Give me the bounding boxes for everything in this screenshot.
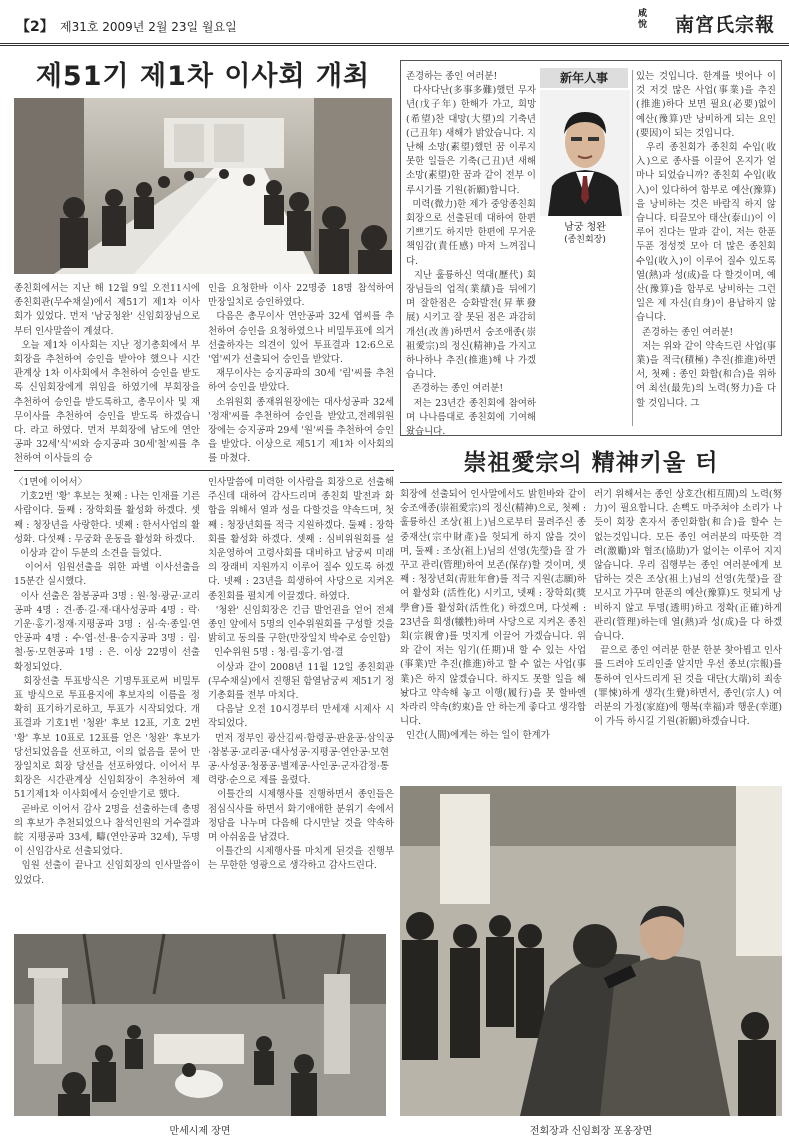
meeting-photo: [14, 98, 392, 274]
section-headline: 崇祖愛宗의 精神키울 터: [463, 449, 719, 476]
president-portrait: [540, 90, 630, 216]
article-column-6: 러기 위해서는 종인 상호간(相互間)의 노력(努力)이 필요합니다. 손뼉도 마주쳐야 소리가 나듯이 회장 혼자서 종인화합(和合)을 할수 는 없는것입니다. 모든 종인 여러분의 따뜻한 격려(激勵)와 협조(協助)가 없이는 이루어 지지 않습니다. 우리 집행부는 종인 여러분에게 보답하는 것은 조상(祖上)님의 선영(先瑩)을 잘 모시고 가꾸며 한푼의 예산(豫算)도 헛되게 낭비하지 않고 투명(透明)하고 정확(正確)하게 관리(管理)하는데 열(熱)과 성(成)을 다 하겠습니다. 끝으로 종인 여러분 한분 한분 찾아뵙고 인사를 드려야 도리인줄 알지만 우선 종보(宗報)를 통하여 인사드리게 된 것을 대단(大端)히 죄송(罪悚)하게 생각(生覺)하면서, 종인(宗人) 여러분의 가정(家庭)에 행복(幸福)과 행운(幸運)이 가득 하시길 기원(祈願)하겠습니다.: [594, 489, 782, 728]
article-column-3: 〈1면에 이어서〉 기호2번 '황' 후보는 첫째 : 나는 인재를 기른 사람이다. 둘째 : 장학회를 활성화 하겠다. 셋째 : 청장년을 사랑한다. 넷째 : 한서사업의 활성화. 다섯째 : 무궁화 운동을 활성화 하겠다. 이상과 같이 두분의 소견을 들었다. 이어서 임원선출을 위한 파별 이사선출을 15분간 실시했다. 이사 선출은 참봉공파 3명 : 원·청·광균·교리공파 4명 : 견·종·길·재·대사성공파 4명 : 락·기운·홍기·정재·지평공파 3명 : 심·숙·종일·연안공파 4명 : 수·엽·선·용·승지공파 3명 : 림·철·동·모현공파 1명 : 은. 이상 22명이 선출 확정되었다. 회장선출 투표방식은 기명투표로써 비밀투표 방식으로 투표용지에 후보자의 이름을 정확히 표기하기로하고, 투표가 시작되었다. 개표결과 기호1번 '청완' 후보 12표, 기호 2번 '황' 후보 10표로 12표를 얻은 '청완' 후보가 당선되었음을 선포하고, 이의 없음을 묻어 만장일치로 회장 당선을 선포하였다. 이어서 부회장은 시간관계상 신임회장이 추천하여 제51기제1차 이사회에서 승인받기로 했다. 곧바로 이어서 감사 2명을 선출하는데 총명의 후보가 추천되었으나 참석인원의 거수결과 皖 지평공파 33세, 疇(연안공파 32세), 두명이 신임감사로 선출되었다. 임원 선출이 끝나고 신임회장의 인사말씀이 있었다.: [14, 477, 201, 886]
ceremony-photo-caption: 만세시제 장면: [169, 1126, 231, 1137]
embrace-photo-caption: 전회장과 신임회장 포옹장면: [529, 1126, 653, 1137]
article-column-1: 종친회에서는 지난 해 12월 9일 오전11시에 종친회관(무수채실)에서 제51기 제1차 이사회가 있었다. 먼저 '남궁청완' 신임회장님으로부터 인사말씀이 계셨다. 오늘 제1차 이사회는 지난 정기총회에서 부회장을 추천하여 승인을 받아야 했으나 시간관계상 1차 이사회에서 추천하여 승인을 받도록 신임회장에게 위임을 하였기에 부회장을 추천하여 승인을 받도록하고, 총무이사 및 재무이사를 추천하여 승인을 받도록 하겠습니다. 라고 하였다. 먼저 부회장에 남도에 연안공파 32세'식'씨와 승지공파 30세'철'씨를 추천하여 이사들의 승: [14, 283, 200, 465]
article-column-2: 인을 요청한바 이사 22명중 18명 참석하여 만장일치로 승인하였다. 다음은 총무이사 연안공파 32세 엽씨를 추천하여 승인을 요청하였으나 비밀투표에 의거 선출하자는 의견이 있어 투표결과 12:6으로 '엽'씨가 선출되어 승인을 받았다. 재무이사는 승지공파의 30세 '림'씨를 추천하여 승인을 받았다. 소위원회 종재위원장에는 대사성공파 32세 '정재'씨를 추천하여 승인을 받았고,전례위원장에는 승지공파 29세 '원'씨를 추천하여 승인을 받았다. 이상으로 제51기 제1차 이사회의를 마쳤다.: [208, 283, 395, 465]
headline-underline: [400, 482, 782, 483]
article-column-4: 인사말씀에 미력한 이사람을 회장으로 선출해 주신데 대하여 감사드리며 종친회 발전과 화합을 위해서 열과 성을 다할것을 약속드며, 첫째 : 청장년회를 적극 지원하겠다. 둘째 : 장학회를 활성화 하겠다. 셋째 : 심비위원회를 설치운영하여 고령사회를 대비하고 남궁씨 미래의 장래비 지원까지 이루어 질수 있도록 하겠다. 넷째 : 23년을 희생하여 사당으로 지켜온 종친회를 펼치게 이끌겠다. 하였다. '청완' 신임회장은 긴급 발언권을 얻어 전체 종인 앞에서 5명의 인수위원회를 구성할 것을 밝히고 동의를 구한(만장일치 박수로 승인함) 인수위원 5명 : 청·림·홍기·엽·결 이상과 같이 2008년 11월 12일 종친회관(무수채실)에서 진행된 함열남궁씨 제51기 정기총회를 전부 마치다. 다음날 오전 10시경부터 만세재 시제사 시작되었다. 먼저 정부인 광산김씨·함령공·판윤공·삼익공·참봉공·교리공·대사성공·지평공·연안공·모현공·사성공·청풍공·별제공·사인공·군자감정·통력량·순으로 제를 올렸다. 이틀간의 시제행사를 진행하면서 종인들은 점심식사를 하면서 화기애애한 분위기 속에서 정담을 나누며 다음해 다시만날 것을 약속하며 아쉬움을 남겼다. 이틀간의 시제행사를 마치게 된것을 진행부는 무한한 영광으로 생각하고 감사드린다.: [208, 477, 395, 872]
article-headline: 제51기 제1차 이사회 개최: [35, 61, 371, 92]
seal-text: 咸悅: [638, 9, 648, 30]
issue-date: 제31호 2009년 2월 23일 월요일: [60, 20, 237, 34]
embrace-photo: [400, 786, 782, 1116]
address-column-right: 있는 것입니다. 한계를 벗어나 이것 저것 많은 사업(事業)을 추진(推進)하다 보면 필요(必要)없이 예산(豫算)만 낭비하게 되는 요인(要因)이 되는 것입니다. 우리 종친회가 종친회 수입(收入)으로 종사를 이끌어 온지가 얼마나 되었습니까? 종친회 수입(收入)이 있다하여 함부로 예산(豫算)을 낭비하는 것은 바람직 하지 않습니다. 티끌모아 태산(泰山)이 이루어 진다는 말과 같이, 저는 한푼 두푼 정성껏 모아 더 많은 종친회 수입(收入)이 이루어 질수 있도록 열(熱)과 성(成)을 다 할것이며, 예산(豫算)을 함부로 낭비하는 그런 일은 제 자신(自身)이 용납하지 않습니다. 존경하는 종인 여러분! 저는 위와 같이 약속드린 사업(事業)을 적극(積極) 추진(推進)하면서, 첫째 : 종인 화합(和合)을 위하여 최선(最先)의 노력(努力)을 다할 것입니다. 그: [636, 71, 776, 409]
address-column-left: 존경하는 종인 여러분! 다사다난(多事多難)했던 무자년(戊子年) 한해가 가고, 희망(希望)찬 대망(大望)의 기축년(己丑年) 새해가 밝았습니다. 지난해 소망(素望)했던 꿈 이루지 못한 일들은 기축(己丑)년 새해 소망(素望)한 꿈과 같이 전부 이루시기를 기원(祈願)합니다. 미력(微力)한 제가 중앙종친회 회장으로 선출된데 대하여 한편 기쁘기도 하지만 한편에 무거운 책임감(責任感) 마저 느껴집니다. 지난 훌륭하신 역대(歷代) 회장님들의 업적(業績)을 뒤에기며 잘한점은 승화발전(昇華發展) 시키고 잘 못된 점은 과감히 개선(改善)하면서 숭조애종(崇祖愛宗)의 정신(精神)을 가지고 하나하나 추진(推進)해 나 가겠습니다. 존경하는 종인 여러분! 저는 23년간 종친회에 참여하며 나나름대로 종친회에 기여해 왔습니다.: [406, 71, 536, 438]
masthead: 南宮氏宗報: [674, 14, 775, 36]
section-kicker: 新年人事: [540, 68, 628, 88]
portrait-caption-name: 남궁 청완: [564, 222, 606, 233]
ceremony-photo: [14, 934, 386, 1116]
page-number: 【2】: [16, 19, 54, 35]
section-divider: [14, 470, 394, 471]
page-header: [0, 0, 789, 46]
article-column-5: 회장에 선출되어 인사말에서도 밝힌바와 같이 숭조애종(崇祖愛宗)의 정신(精神)으로, 첫째 : 훌륭하신 조상(祖上)님으로부터 물려주신 종중재산(宗中財產)을 헛되게 하지 않을 것이며, 둘째 : 조상(祖上)님의 선영(先瑩)을 잘 가꾸고 관리(管理)하여 보존(保存)할 것이며, 셋째 : 청장년회(靑壯年會)를 적극 지원(志願)하여 활성화 (活性化) 시키고, 넷째 : 장학회(獎學會)를 활성화(活性化) 하겠으며, 다섯째 : 23년을 희생(犧牲)하며 사당으로 지켜온 종친회(宗親會)를 멋지게 이끌어 가겠습니다. 위와 같이 저는 임기(任期)내 할 수 있는 사업(事業)만 추진(推進)하고 할 수 없는 사업(事業)은 하지 않겠습니다. 하지도 못할 일을 해놨다고 약속해 놓고 이행(履行)을 못 할바엔 차라리 약속(約束)을 안 하는게 좋다고 생각합니다. 인간(人間)에게는 하는 일이 한계가: [400, 489, 586, 742]
box-divider: [632, 70, 633, 426]
portrait-caption-title: (종친회장): [564, 235, 606, 245]
